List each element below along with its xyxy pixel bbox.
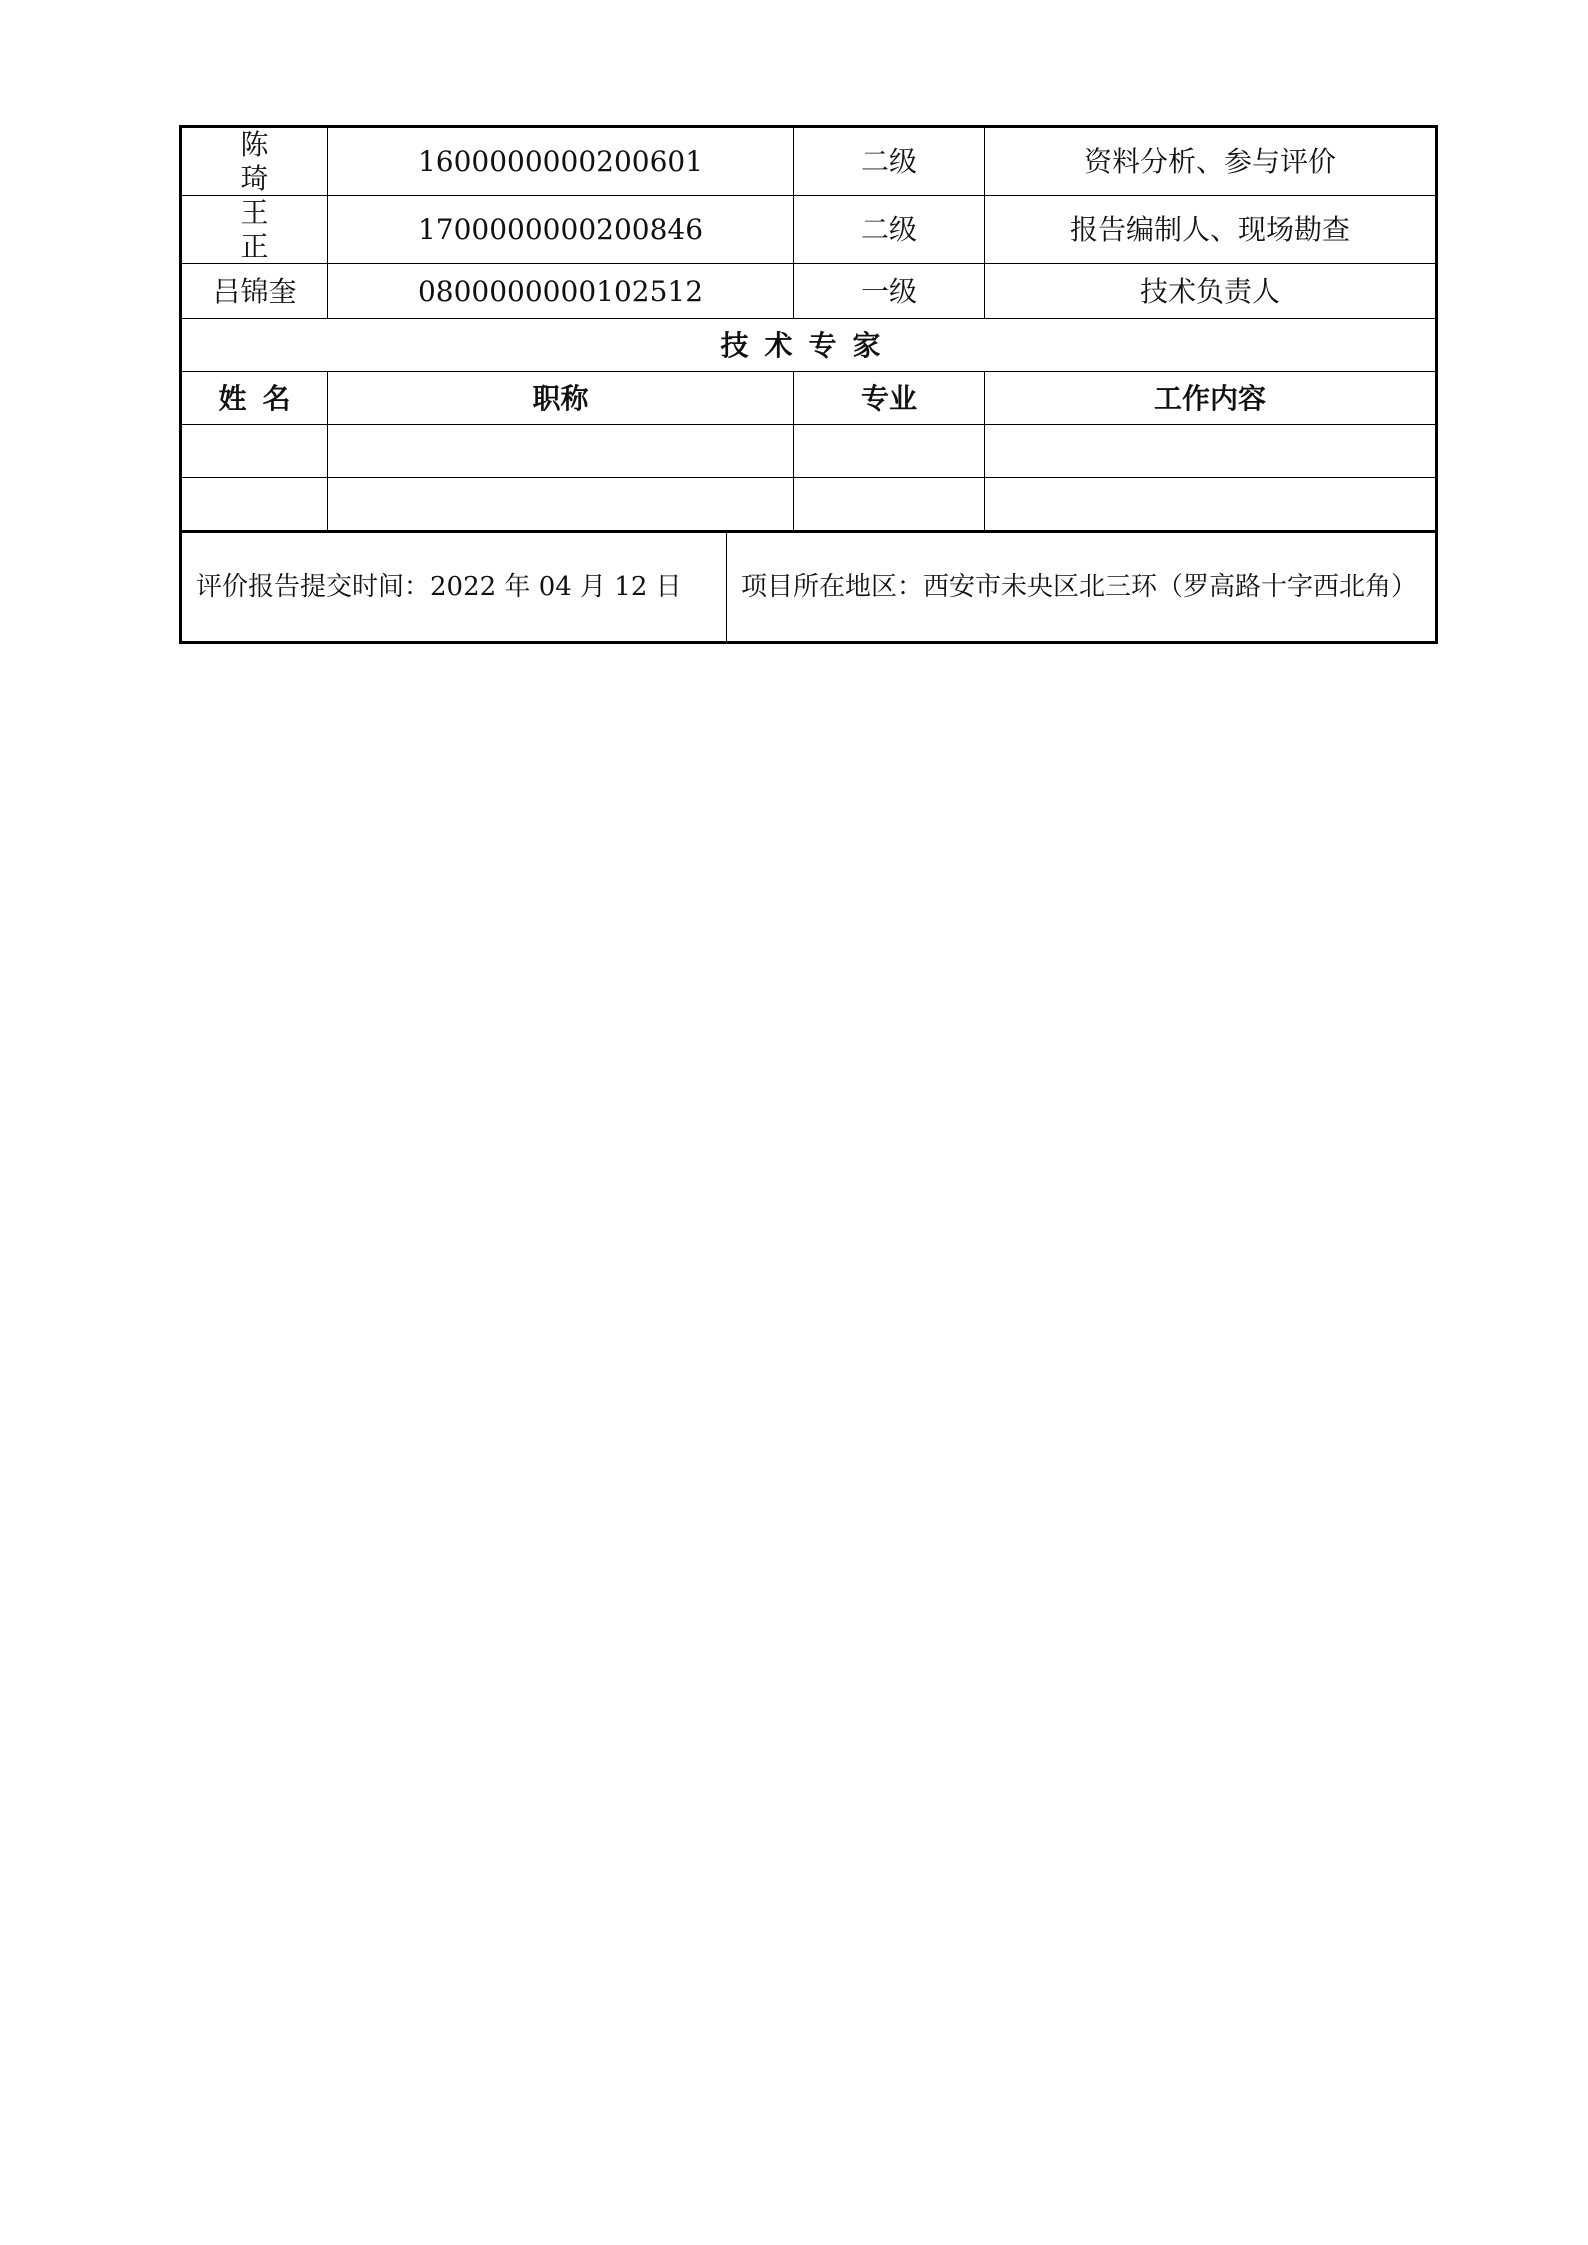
experts-section-row	[181, 319, 1437, 372]
staff-role: 资料分析、参与评价	[985, 127, 1437, 196]
report-table-page	[179, 125, 1435, 644]
staff-cert-number: 1700000000200846	[328, 196, 794, 264]
empty-cell	[985, 478, 1437, 532]
header-specialty: 专业	[794, 372, 985, 425]
experts-header-row	[181, 372, 1437, 425]
staff-level: 二级	[794, 196, 985, 264]
staff-level: 一级	[794, 264, 985, 319]
personnel-table	[179, 125, 1438, 533]
empty-cell	[794, 425, 985, 478]
header-work: 工作内容	[985, 372, 1437, 425]
staff-cert-number: 0800000000102512	[328, 264, 794, 319]
staff-name: 吕锦奎	[181, 264, 328, 319]
table-row	[181, 264, 1437, 319]
staff-cert-number: 1600000000200601	[328, 127, 794, 196]
staff-role: 技术负责人	[985, 264, 1437, 319]
footer-table	[179, 533, 1438, 644]
empty-cell	[328, 425, 794, 478]
experts-section-title: 技术专家	[181, 319, 1437, 372]
empty-cell	[985, 425, 1437, 478]
header-title: 职称	[328, 372, 794, 425]
staff-level: 二级	[794, 127, 985, 196]
empty-cell	[794, 478, 985, 532]
empty-cell	[181, 478, 328, 532]
table-row	[181, 196, 1437, 264]
header-name: 姓名	[181, 372, 328, 425]
empty-cell	[181, 425, 328, 478]
empty-cell	[328, 478, 794, 532]
expert-row-empty	[181, 425, 1437, 478]
staff-name: 王正	[181, 196, 328, 264]
table-row	[181, 127, 1437, 196]
staff-role: 报告编制人、现场勘查	[985, 196, 1437, 264]
submit-date: 评价报告提交时间：2022 年 04 月 12 日	[181, 533, 727, 643]
expert-row-empty	[181, 478, 1437, 532]
project-location: 项目所在地区：西安市未央区北三环（罗高路十字西北角）	[727, 533, 1437, 643]
footer-row	[181, 533, 1437, 643]
staff-name: 陈琦	[181, 127, 328, 196]
